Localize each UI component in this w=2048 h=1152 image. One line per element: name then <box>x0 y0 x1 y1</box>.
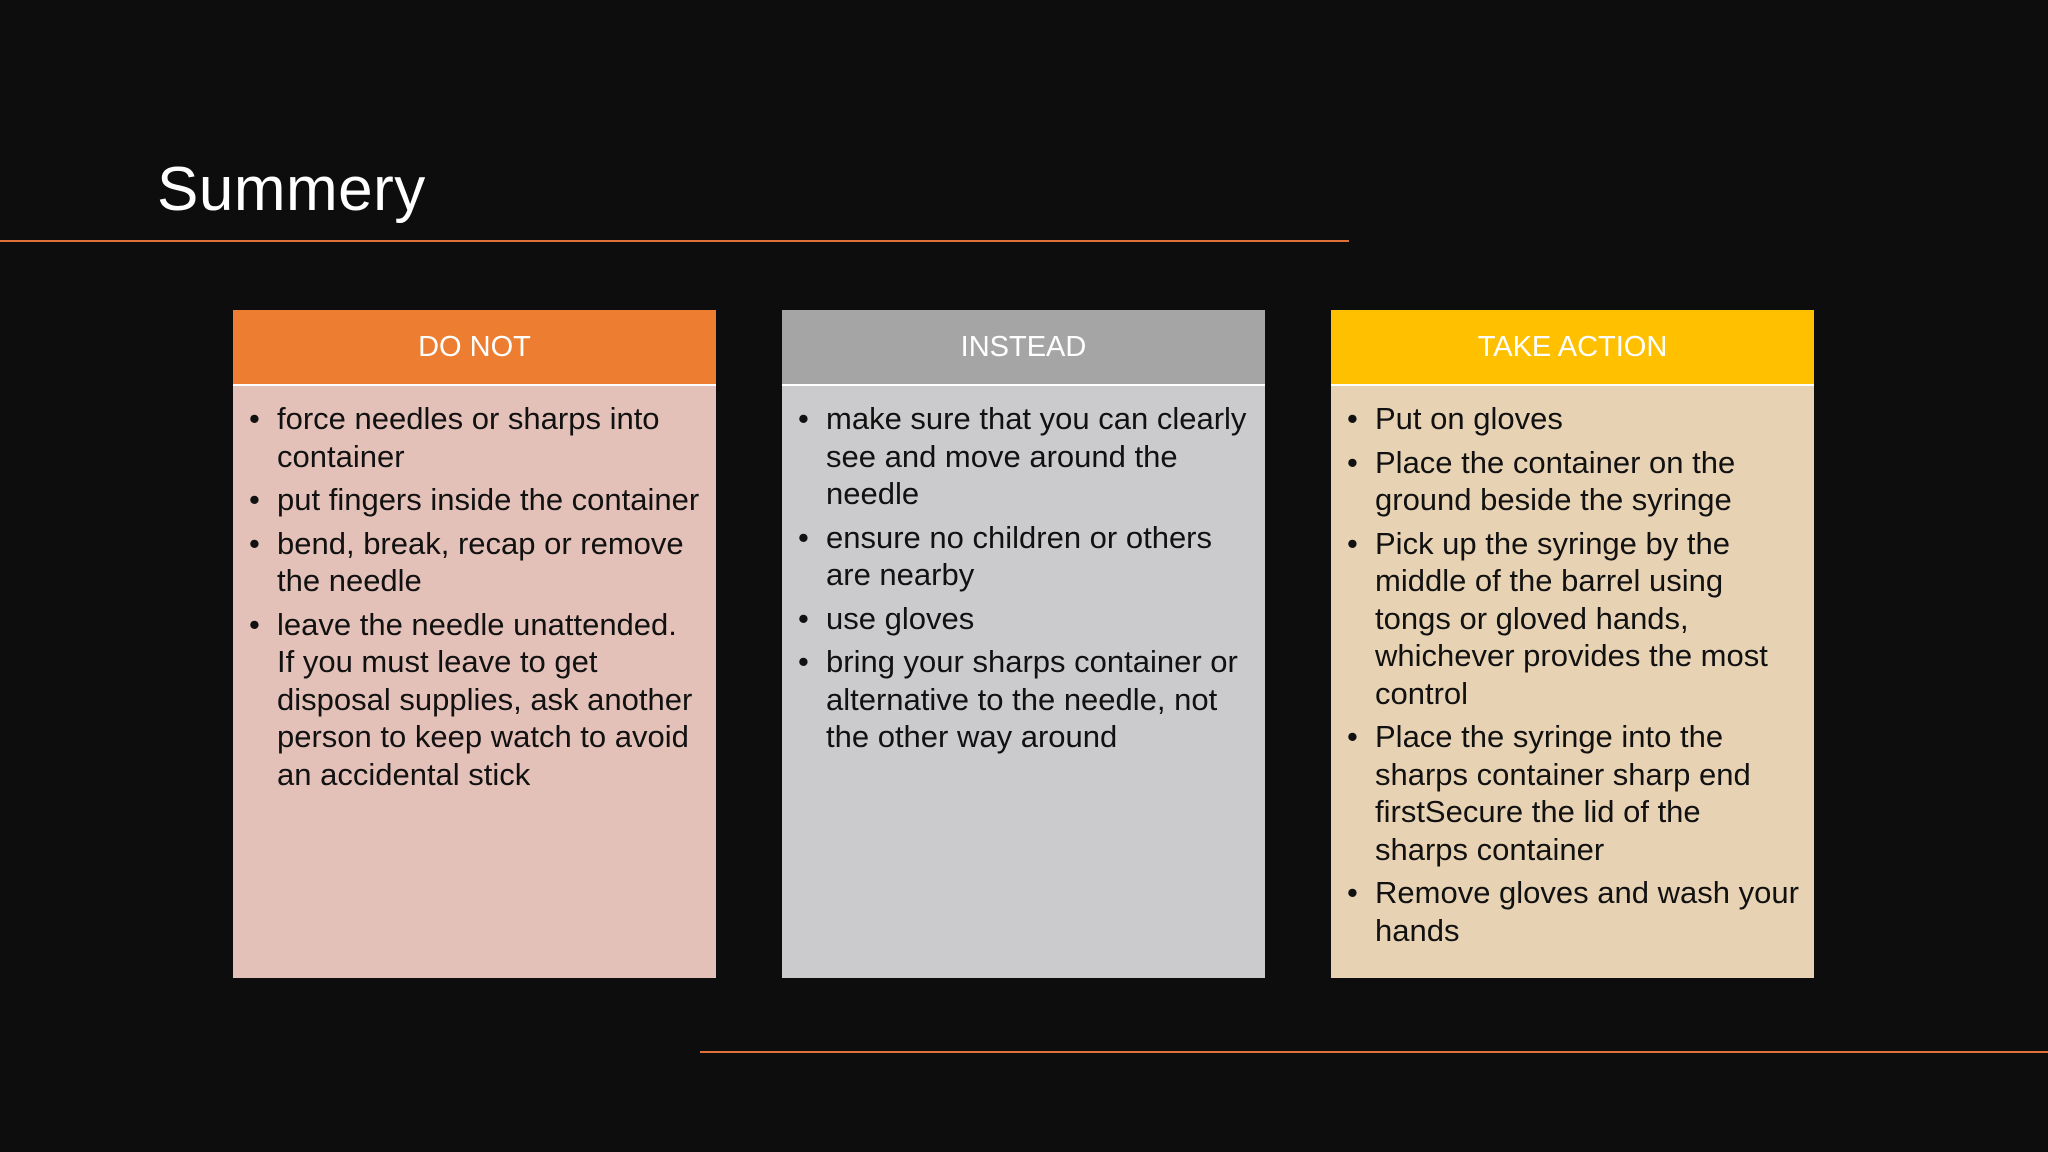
take-action-card <box>1331 310 1814 978</box>
instead-card <box>782 310 1265 978</box>
title-divider-line <box>0 240 1349 242</box>
do-not-body <box>233 386 716 978</box>
instead-header: INSTEAD <box>782 310 1265 386</box>
do-not-item: • leave the needle unattended. If you must leave to get disposal supplies, ask another person to keep watch to avoid an accidental stick <box>249 606 702 794</box>
instead-body <box>782 386 1265 978</box>
instead-item: • make sure that you can clearly see and move around the needle <box>798 400 1251 513</box>
take-action-item: • Remove gloves and wash your hands <box>1347 874 1800 949</box>
take-action-item: • Pick up the syringe by the middle of the barrel using tongs or gloved hands, whichever provides the most control <box>1347 525 1800 713</box>
do-not-item: • bend, break, recap or remove the needle <box>249 525 702 600</box>
instead-item: • ensure no children or others are nearby <box>798 519 1251 594</box>
take-action-item: • Place the container on the ground beside the syringe <box>1347 444 1800 519</box>
do-not-list <box>249 400 702 793</box>
do-not-header: DO NOT <box>233 310 716 386</box>
slide-title: Summery <box>157 155 426 224</box>
do-not-card <box>233 310 716 978</box>
take-action-item: • Put on gloves <box>1347 400 1800 438</box>
instead-item: • use gloves <box>798 600 1251 638</box>
bottom-divider-line <box>700 1051 2048 1053</box>
do-not-item: • put fingers inside the container <box>249 481 702 519</box>
instead-item: • bring your sharps container or alternative to the needle, not the other way around <box>798 643 1251 756</box>
take-action-body <box>1331 386 1814 978</box>
instead-list <box>798 400 1251 756</box>
do-not-item: • force needles or sharps into container <box>249 400 702 475</box>
take-action-item: • Place the syringe into the sharps container sharp end firstSecure the lid of the sharps container <box>1347 718 1800 868</box>
take-action-list <box>1347 400 1800 949</box>
take-action-header: TAKE ACTION <box>1331 310 1814 386</box>
